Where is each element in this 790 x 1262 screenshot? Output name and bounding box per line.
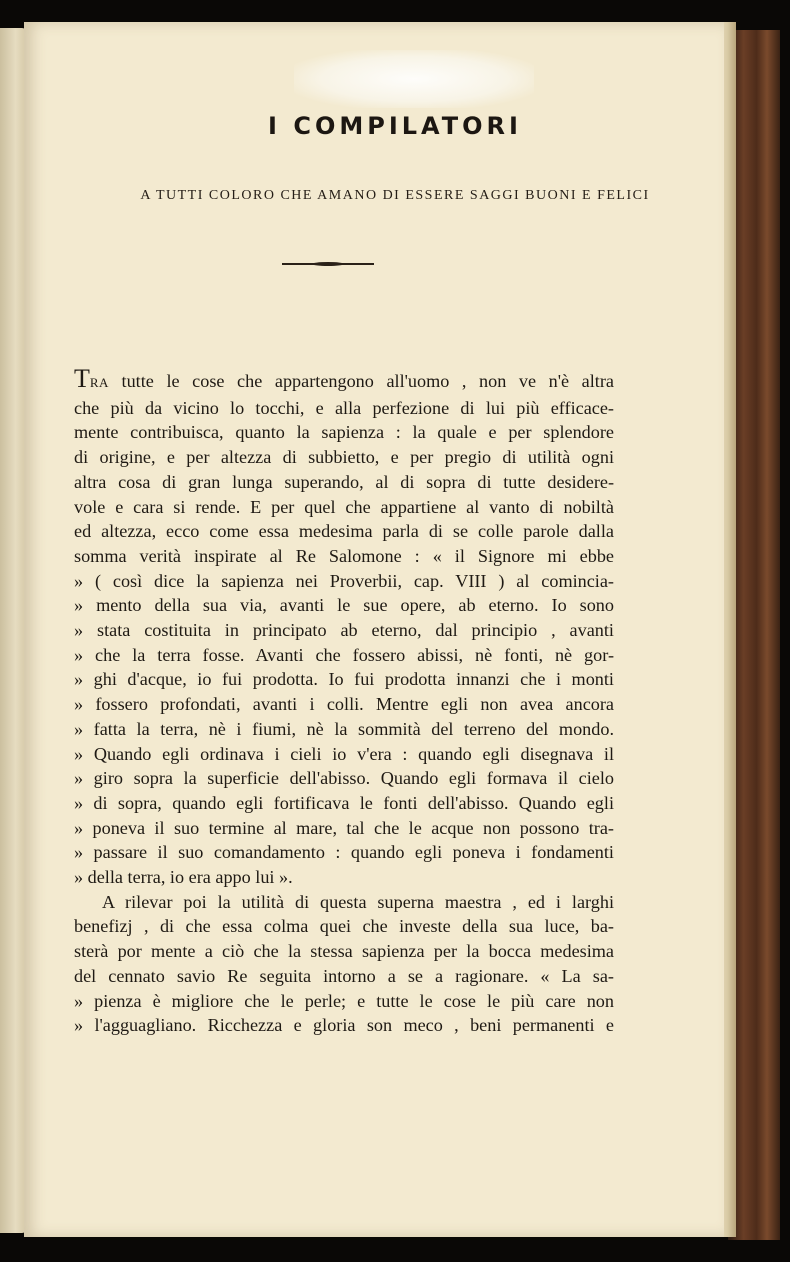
text-line: altra cosa di gran lunga superando, al di sopra di tutte desidere- (74, 471, 614, 492)
text-line: » pienza è migliore che le perle; e tutte le cose le più care non (74, 990, 614, 1011)
text-line: » della terra, io era appo lui ». (74, 867, 293, 888)
page-subtitle: A TUTTI COLORO CHE AMANO DI ESSERE SAGGI BUONI E FELICI (140, 188, 650, 203)
text-line: » giro sopra la superficie dell'abisso. Quando egli formava il cielo (74, 768, 614, 789)
text-line: sterà por mente a ciò che la stessa sapienza per la bocca medesima (74, 941, 614, 962)
text-line: » fossero profondati, avanti i colli. Mentre egli non avea ancora (74, 694, 614, 715)
text-line: mente contribuisca, quanto la sapienza : la quale e per splendore (74, 422, 614, 443)
text-line: del cennato savio Re seguita intorno a se a ragionare. « La sa- (74, 965, 614, 986)
text-line: benefizj , di che essa colma quei che investe della sua luce, ba- (74, 916, 614, 937)
text-line: di origine, e per altezza di subbietto, e per pregio di utilità ogni (74, 447, 614, 468)
ornamental-rule (282, 263, 374, 265)
text-line: » ghi d'acque, io fui prodotta. Io fui prodotta innanzi che i monti (74, 669, 614, 690)
text-line: » poneva il suo termine al mare, tal che le acque non possono tra- (74, 817, 614, 838)
text-line: » passare il suo comandamento : quando egli poneva i fondamenti (74, 842, 614, 863)
text-line: » mento della sua via, avanti le sue opere, ab eterno. Io sono (74, 595, 614, 616)
text-line: » che la terra fosse. Avanti che fossero abissi, nè fonti, nè gor- (74, 644, 614, 665)
erased-stamp (294, 50, 534, 108)
text-line: » di sopra, quando egli fortificava le fonti dell'abisso. Quando egli (74, 792, 614, 813)
body-text (74, 364, 614, 1038)
text-line: che più da vicino lo tocchi, e alla perfezione di lui più efficace- (74, 397, 614, 418)
text-line: » fatta la terra, nè i fiumi, nè la sommità del terreno del mondo. (74, 718, 614, 739)
text-line: » Quando egli ordinava i cieli io v'era : quando egli disegnava il (74, 743, 614, 764)
text-line: vole e cara si rende. E per quel che appartiene al vanto di nobiltà (74, 496, 614, 517)
text-line: ed altezza, ecco come essa medesima parla di se colle parole dalla (74, 521, 614, 542)
small-caps: RA (89, 375, 109, 390)
text-line: TRA tutte le cose che appartengono all'uomo , non ve n'è altra (74, 364, 614, 393)
text-line: somma verità inspirate al Re Salomone : « il Signore mi ebbe (74, 545, 614, 566)
text-line: » l'agguagliano. Ricchezza e gloria son meco , beni permanenti e (74, 1015, 614, 1036)
drop-capital: T (74, 364, 90, 393)
text-line: » stata costituita in principato ab eterno, dal principio , avanti (74, 620, 614, 641)
adjacent-page-edge (0, 28, 26, 1233)
text-line: » ( così dice la sapienza nei Proverbii, cap. VIII ) al comincia- (74, 570, 614, 591)
text-line: A rilevar poi la utilità di questa superna maestra , ed i larghi (102, 891, 614, 912)
page-title: I COMPILATORI (268, 112, 522, 140)
